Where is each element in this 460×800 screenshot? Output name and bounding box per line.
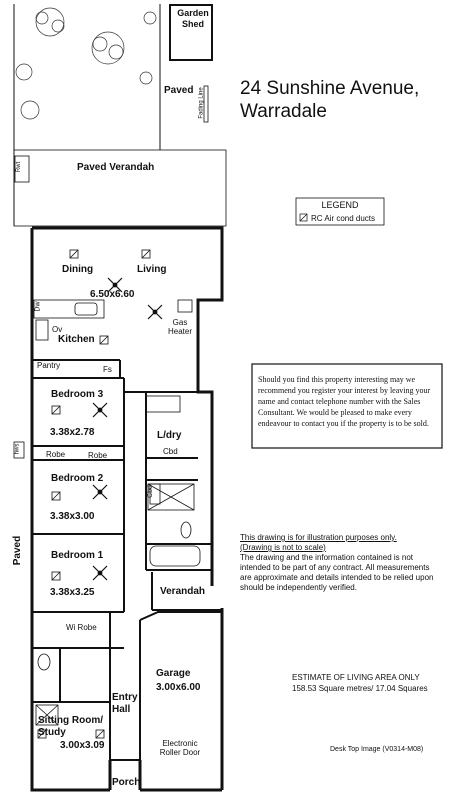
- label-fridge-space: Fs: [103, 365, 112, 374]
- label-paved-verandah: Paved Verandah: [77, 162, 155, 173]
- label-cupboard-1: Cbd: [163, 447, 178, 456]
- sales-disclaimer: Should you find this property interesting may we recommend you register your interest by leaving your name and contact telephone number with the Sales Consultant. We would be pleased to make every endeavour to contact you if the property is to be sold.: [258, 375, 431, 428]
- label-gas-heater: Gas Heater: [167, 318, 192, 336]
- label-entry-hall: Entry Hall: [112, 692, 138, 715]
- label-paved-side: Paved: [12, 535, 24, 566]
- notes-contract: The drawing and the information contained is not intended to be part of any contract. All measurements are approximate and details intended to be relied upon should be independently verified.: [240, 553, 434, 592]
- label-porch: Porch: [112, 777, 141, 788]
- notes-not-to-scale: (Drawing is not to scale): [240, 543, 326, 552]
- tree-icons: [16, 8, 156, 119]
- footer-code: Desk Top Image (V0314-M08): [330, 746, 424, 753]
- legend-item-label: RC Air cond ducts: [311, 214, 376, 223]
- notes-illustration: This drawing is for illustration purposes only.: [240, 533, 397, 542]
- label-garage: Garage: [156, 668, 191, 679]
- property-address-line2: Warradale: [240, 101, 327, 122]
- duct-icons: [38, 250, 150, 738]
- label-hws: hws: [14, 443, 21, 455]
- label-robe-2: Robe: [88, 451, 108, 460]
- label-fading-line: Fading Line: [198, 87, 205, 119]
- label-garden-shed: Garden Shed: [177, 8, 209, 29]
- label-bedroom-2-dimension: 3.38x3.00: [50, 511, 95, 522]
- legend-heading: LEGEND: [321, 200, 359, 210]
- label-rwt: Rwt: [16, 161, 23, 173]
- label-oven: Ov: [52, 325, 63, 334]
- label-paved-top: Paved: [164, 85, 194, 96]
- label-bedroom-1-dimension: 3.38x3.25: [50, 587, 95, 598]
- area-heading: ESTIMATE OF LIVING AREA ONLY: [292, 673, 420, 682]
- label-living-dimension: 6.50x6.60: [90, 289, 135, 300]
- label-bedroom-2: Bedroom 2: [51, 473, 104, 484]
- label-bedroom-3-dimension: 3.38x2.78: [50, 427, 95, 438]
- label-verandah: Verandah: [160, 586, 206, 597]
- label-robe-1: Robe: [46, 450, 66, 459]
- property-address-line1: 24 Sunshine Avenue,: [240, 78, 420, 99]
- label-sitting-room: Sitting Room/ Study: [38, 715, 103, 738]
- label-living: Living: [137, 264, 167, 275]
- label-dining: Dining: [62, 264, 94, 275]
- area-value: 158.53 Square metres/ 17.04 Squares: [292, 684, 428, 693]
- label-pantry: Pantry: [37, 361, 61, 370]
- label-garage-dimension: 3.00x6.00: [156, 682, 201, 693]
- label-walk-in-robe: Wi Robe: [66, 623, 97, 632]
- label-cupboard-2: Cbd: [146, 485, 154, 498]
- label-laundry: L/dry: [157, 430, 182, 441]
- label-bedroom-3: Bedroom 3: [51, 389, 104, 400]
- label-kitchen: Kitchen: [58, 334, 95, 345]
- label-bedroom-1: Bedroom 1: [51, 550, 104, 561]
- label-dishwasher: Dw: [34, 301, 42, 312]
- label-roller-door: Electronic Roller Door: [159, 739, 201, 757]
- label-sitting-room-dimension: 3.00x3.09: [60, 740, 105, 751]
